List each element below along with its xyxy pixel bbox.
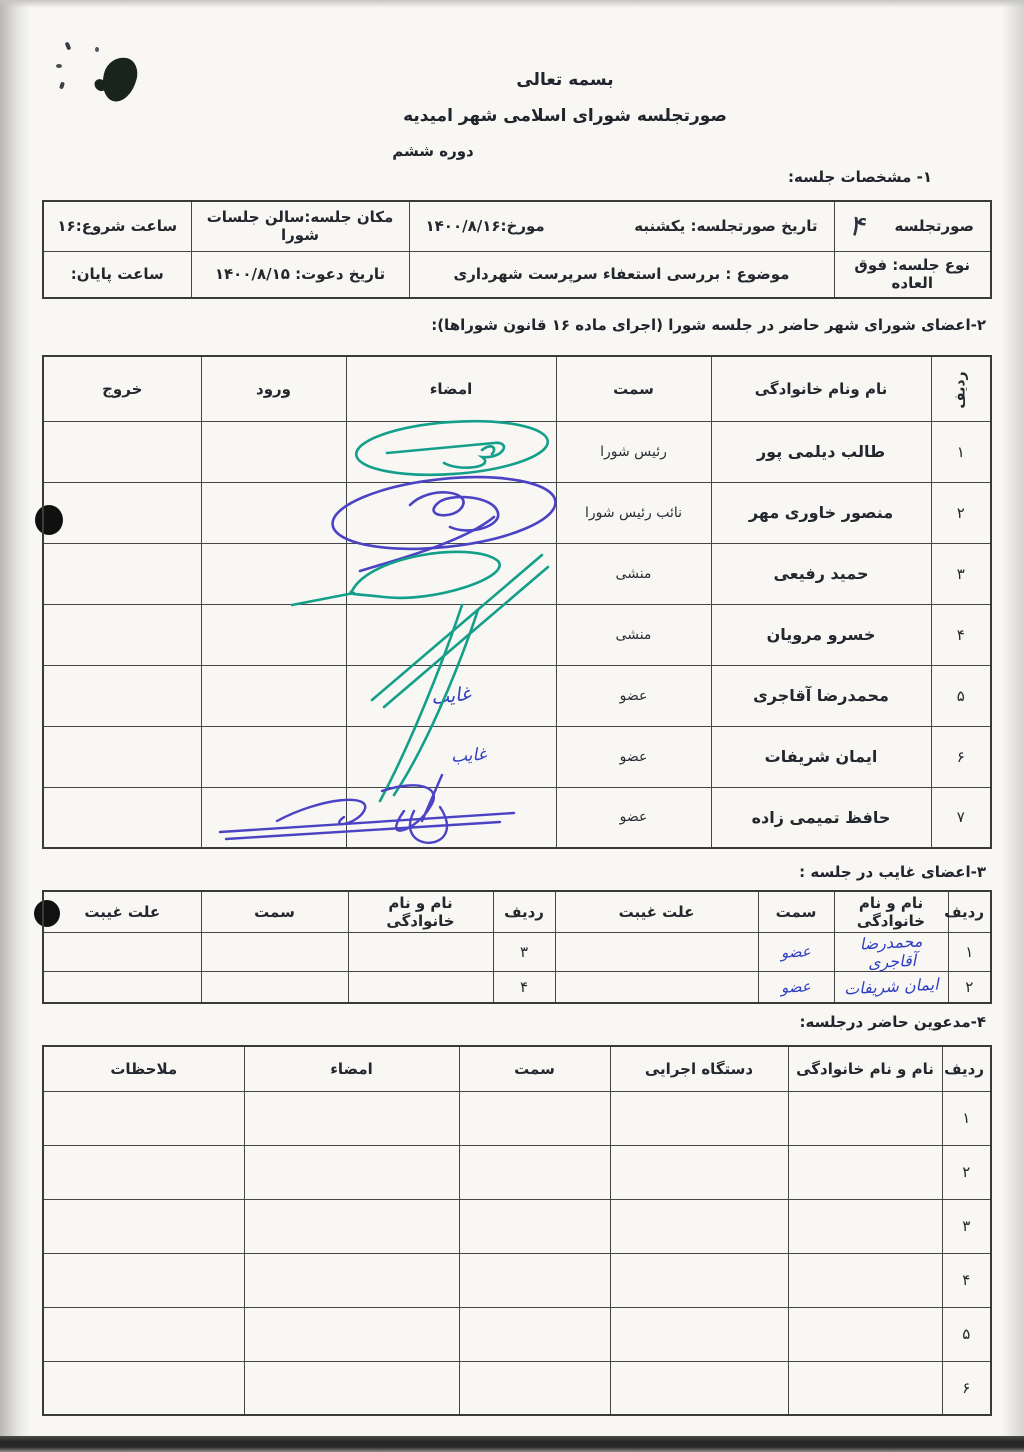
ink-blob xyxy=(98,54,141,106)
invitee-agency-cell xyxy=(610,1145,788,1199)
start-time-cell: ساعت شروع:۱۶ xyxy=(43,201,191,251)
invitee-notes-cell xyxy=(43,1199,244,1253)
absence-reason-cell xyxy=(43,932,201,971)
col-header-name: نام و نام خانوادگی xyxy=(348,891,493,932)
col-header-signature: امضاء xyxy=(244,1046,459,1091)
exit-cell xyxy=(43,543,201,604)
member-number: ۵ xyxy=(931,665,991,726)
subject-cell: موضوع : بررسی استعفاء سرپرست شهرداری xyxy=(409,251,834,298)
ink-speck xyxy=(59,82,65,90)
absence-reason-cell xyxy=(555,932,758,971)
absent-position-cell xyxy=(201,932,348,971)
invitee-name-cell xyxy=(788,1145,942,1199)
invitees-table xyxy=(42,1045,992,1416)
col-header-name: نام و نام خانوادگی xyxy=(834,891,948,932)
col-header-position: سمت xyxy=(459,1046,610,1091)
member-name: محمدرضا آقاجری xyxy=(711,665,931,726)
absence-reason-cell xyxy=(555,971,758,1003)
col-header-notes: ملاحظات xyxy=(43,1046,244,1091)
member-name: منصور خاوری مهر xyxy=(711,482,931,543)
member-position: نائب رئیس شورا xyxy=(556,482,711,543)
session-number-cell xyxy=(834,201,991,251)
invitee-name-cell xyxy=(788,1091,942,1145)
signature-cell xyxy=(346,604,556,665)
signature-cell xyxy=(346,665,556,726)
session-label: صورتجلسه xyxy=(894,217,974,236)
col-header-signature: امضاء xyxy=(346,356,556,421)
absent-number: ۱ xyxy=(948,932,991,971)
exit-cell xyxy=(43,787,201,848)
invitee-position-cell xyxy=(459,1253,610,1307)
invitee-number: ۶ xyxy=(942,1361,991,1415)
member-name: طالب دیلمی پور xyxy=(711,421,931,482)
table-row xyxy=(43,1361,991,1415)
member-position: عضو xyxy=(556,665,711,726)
exit-cell xyxy=(43,421,201,482)
invitee-agency-cell xyxy=(610,1361,788,1415)
absent-name-handwritten: ایمان شریفات xyxy=(834,971,948,1003)
entry-cell xyxy=(201,482,346,543)
col-header-row-number: ردیف xyxy=(931,356,991,421)
table-row xyxy=(43,787,991,848)
table-row xyxy=(43,1253,991,1307)
invitee-notes-cell xyxy=(43,1361,244,1415)
table-row xyxy=(43,482,991,543)
invite-date-cell: تاریخ دعوت: ۱۴۰۰/۸/۱۵ xyxy=(191,251,409,298)
invitee-notes-cell xyxy=(43,1253,244,1307)
invitee-name-cell xyxy=(788,1307,942,1361)
absent-number: ۳ xyxy=(493,932,555,971)
member-number: ۳ xyxy=(931,543,991,604)
bismillah-line: بسمه تعالی xyxy=(516,70,614,90)
end-time-cell: ساعت پایان: xyxy=(43,251,191,298)
entry-cell xyxy=(201,665,346,726)
invitee-signature-cell xyxy=(244,1307,459,1361)
entry-cell xyxy=(201,604,346,665)
handwritten-absent-note: غایب xyxy=(429,682,473,709)
entry-cell xyxy=(201,787,346,848)
absent-name-cell xyxy=(348,971,493,1003)
exit-cell xyxy=(43,482,201,543)
term-line: دوره ششم xyxy=(392,142,474,160)
col-header-entry: ورود xyxy=(201,356,346,421)
invitee-number: ۵ xyxy=(942,1307,991,1361)
scan-edge-right xyxy=(1002,0,1024,1452)
member-position: رئیس شورا xyxy=(556,421,711,482)
entry-cell xyxy=(201,421,346,482)
member-number: ۷ xyxy=(931,787,991,848)
signature-cell xyxy=(346,482,556,543)
signature-cell xyxy=(346,787,556,848)
table-row xyxy=(43,665,991,726)
table-row xyxy=(43,1091,991,1145)
absent-name-handwritten: محمدرضا آقاجری xyxy=(834,932,948,971)
col-header-absence-reason: علت غیبت xyxy=(555,891,758,932)
table-row xyxy=(43,1145,991,1199)
invitee-position-cell xyxy=(459,1307,610,1361)
table-row xyxy=(43,421,991,482)
invitee-notes-cell xyxy=(43,1091,244,1145)
invitee-signature-cell xyxy=(244,1145,459,1199)
absent-number: ۴ xyxy=(493,971,555,1003)
col-header-agency: دستگاه اجرایی xyxy=(610,1046,788,1091)
present-members-table xyxy=(42,355,992,849)
col-header-row-number: ردیف xyxy=(948,891,991,932)
col-header-absence-reason: علت غیبت xyxy=(43,891,201,932)
entry-cell xyxy=(201,726,346,787)
table-row xyxy=(43,1199,991,1253)
session-type-cell: نوع جلسه: فوق العاده xyxy=(834,251,991,298)
invitee-name-cell xyxy=(788,1199,942,1253)
col-header-row-number: ردیف xyxy=(942,1046,991,1091)
invitee-name-cell xyxy=(788,1361,942,1415)
ink-speck xyxy=(65,42,72,51)
table-row xyxy=(43,543,991,604)
col-header-position: سمت xyxy=(556,356,711,421)
absent-name-cell xyxy=(348,932,493,971)
invitee-position-cell xyxy=(459,1091,610,1145)
member-name: خسرو مرویان xyxy=(711,604,931,665)
col-header-row-number: ردیف xyxy=(493,891,555,932)
col-header-exit: خروج xyxy=(43,356,201,421)
member-position: عضو xyxy=(556,787,711,848)
member-position: منشی xyxy=(556,543,711,604)
table-row xyxy=(43,971,991,1003)
invitee-agency-cell xyxy=(610,1307,788,1361)
absent-number: ۲ xyxy=(948,971,991,1003)
invitee-signature-cell xyxy=(244,1253,459,1307)
signature-cell xyxy=(346,421,556,482)
meeting-details-table xyxy=(42,200,992,299)
signature-cell xyxy=(346,726,556,787)
handwritten-session-number: ۴ xyxy=(846,208,871,244)
invitee-name-cell xyxy=(788,1253,942,1307)
entry-cell xyxy=(201,543,346,604)
invitee-agency-cell xyxy=(610,1253,788,1307)
session-date-value: مورخ:۱۴۰۰/۸/۱۶ xyxy=(425,217,545,236)
invitee-number: ۲ xyxy=(942,1145,991,1199)
table-row xyxy=(43,1307,991,1361)
ink-speck xyxy=(95,47,99,52)
member-position: عضو xyxy=(556,726,711,787)
invitee-signature-cell xyxy=(244,1091,459,1145)
member-number: ۲ xyxy=(931,482,991,543)
session-date-label: تاریخ صورتجلسه: یکشنبه xyxy=(634,217,818,236)
absent-members-table xyxy=(42,890,992,1004)
section4-title: ۴-مدعوین حاضر درجلسه: xyxy=(799,1013,986,1031)
invitee-number: ۱ xyxy=(942,1091,991,1145)
scan-edge-top xyxy=(0,0,1024,8)
invitee-agency-cell xyxy=(610,1199,788,1253)
member-name: حافظ تمیمی زاده xyxy=(711,787,931,848)
member-name: ایمان شریفات xyxy=(711,726,931,787)
table-row xyxy=(43,932,991,971)
exit-cell xyxy=(43,604,201,665)
absent-position-handwritten: عضو xyxy=(758,971,834,1003)
invitee-number: ۳ xyxy=(942,1199,991,1253)
scan-edge-bottom xyxy=(0,1436,1024,1452)
invitee-signature-cell xyxy=(244,1199,459,1253)
document-title: صورتجلسه شورای اسلامی شهر امیدیه xyxy=(403,106,727,126)
member-name: حمید رفیعی xyxy=(711,543,931,604)
col-header-name: نام و نام خانوادگی xyxy=(788,1046,942,1091)
invitee-position-cell xyxy=(459,1361,610,1415)
col-header-position: سمت xyxy=(758,891,834,932)
invitee-signature-cell xyxy=(244,1361,459,1415)
invitee-number: ۴ xyxy=(942,1253,991,1307)
invitee-notes-cell xyxy=(43,1307,244,1361)
member-number: ۶ xyxy=(931,726,991,787)
ink-speck xyxy=(56,64,62,68)
absent-position-cell xyxy=(201,971,348,1003)
col-header-position: سمت xyxy=(201,891,348,932)
table-row xyxy=(43,604,991,665)
invitee-position-cell xyxy=(459,1199,610,1253)
exit-cell xyxy=(43,665,201,726)
session-date-cell xyxy=(409,201,834,251)
scan-edge-left xyxy=(0,0,30,1452)
section2-title: ۲-اعضای شورای شهر حاضر در جلسه شورا (اجرای ماده ۱۶ قانون شوراها): xyxy=(431,316,986,334)
absence-reason-cell xyxy=(43,971,201,1003)
handwritten-absent-note: غایب xyxy=(450,744,488,767)
absent-position-handwritten: عضو xyxy=(758,932,834,971)
invitee-agency-cell xyxy=(610,1091,788,1145)
col-header-name: نام ونام خانوادگی xyxy=(711,356,931,421)
section1-title: ۱- مشخصات جلسه: xyxy=(788,168,932,186)
invitee-position-cell xyxy=(459,1145,610,1199)
invitee-notes-cell xyxy=(43,1145,244,1199)
table-row xyxy=(43,726,991,787)
member-number: ۱ xyxy=(931,421,991,482)
signature-cell xyxy=(346,543,556,604)
member-position: منشی xyxy=(556,604,711,665)
section3-title: ۳-اعضای غایب در جلسه : xyxy=(799,863,986,881)
exit-cell xyxy=(43,726,201,787)
session-location-cell: مکان جلسه:سالن جلسات شورا xyxy=(191,201,409,251)
member-number: ۴ xyxy=(931,604,991,665)
